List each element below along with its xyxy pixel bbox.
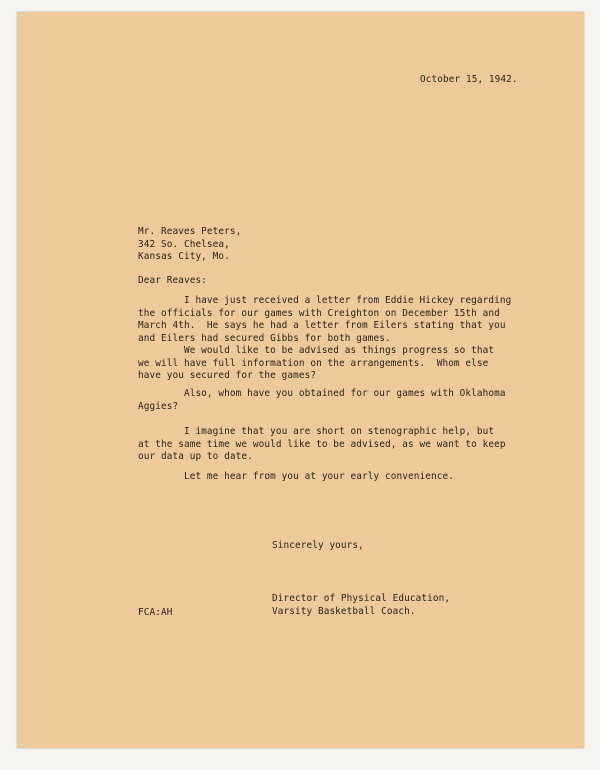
body-paragraph-5: Let me hear from you at your early convenience. bbox=[138, 471, 454, 482]
signature-block bbox=[272, 593, 450, 618]
body-paragraph-2: We would like to be advised as things progress so that we will have full information on the arrangements. Whom else have you secured for the games? bbox=[138, 345, 495, 382]
reference-initials: FCA:AH bbox=[138, 607, 173, 618]
body-paragraph-3: Also, whom have you obtained for our games with Oklahoma Aggies? bbox=[138, 388, 506, 412]
salutation: Dear Reaves: bbox=[138, 275, 207, 286]
signature-title-2: Varsity Basketball Coach. bbox=[272, 605, 416, 617]
letter-date: October 15, 1942. bbox=[420, 74, 518, 85]
signature-title-1: Director of Physical Education, bbox=[272, 593, 451, 604]
recipient-name: Mr. Reaves Peters, bbox=[138, 226, 242, 237]
recipient-city: Kansas City, Mo. bbox=[138, 251, 230, 263]
body-paragraph-1: I have just received a letter from Eddie Hickey regarding the officials for our games with Creighton on December 15th and March 4th. He says he had a letter from Eilers stating that you and Eilers had secured Gibbs for both games. bbox=[138, 295, 512, 344]
recipient-street: 342 So. Chelsea, bbox=[138, 238, 230, 250]
recipient-address bbox=[138, 226, 241, 264]
body-paragraph-4: I imagine that you are short on stenographic help, but at the same time we would like to be advised, as we want to keep our data up to date. bbox=[138, 426, 506, 463]
complimentary-close: Sincerely yours, bbox=[272, 540, 364, 551]
letter-page bbox=[17, 12, 584, 748]
